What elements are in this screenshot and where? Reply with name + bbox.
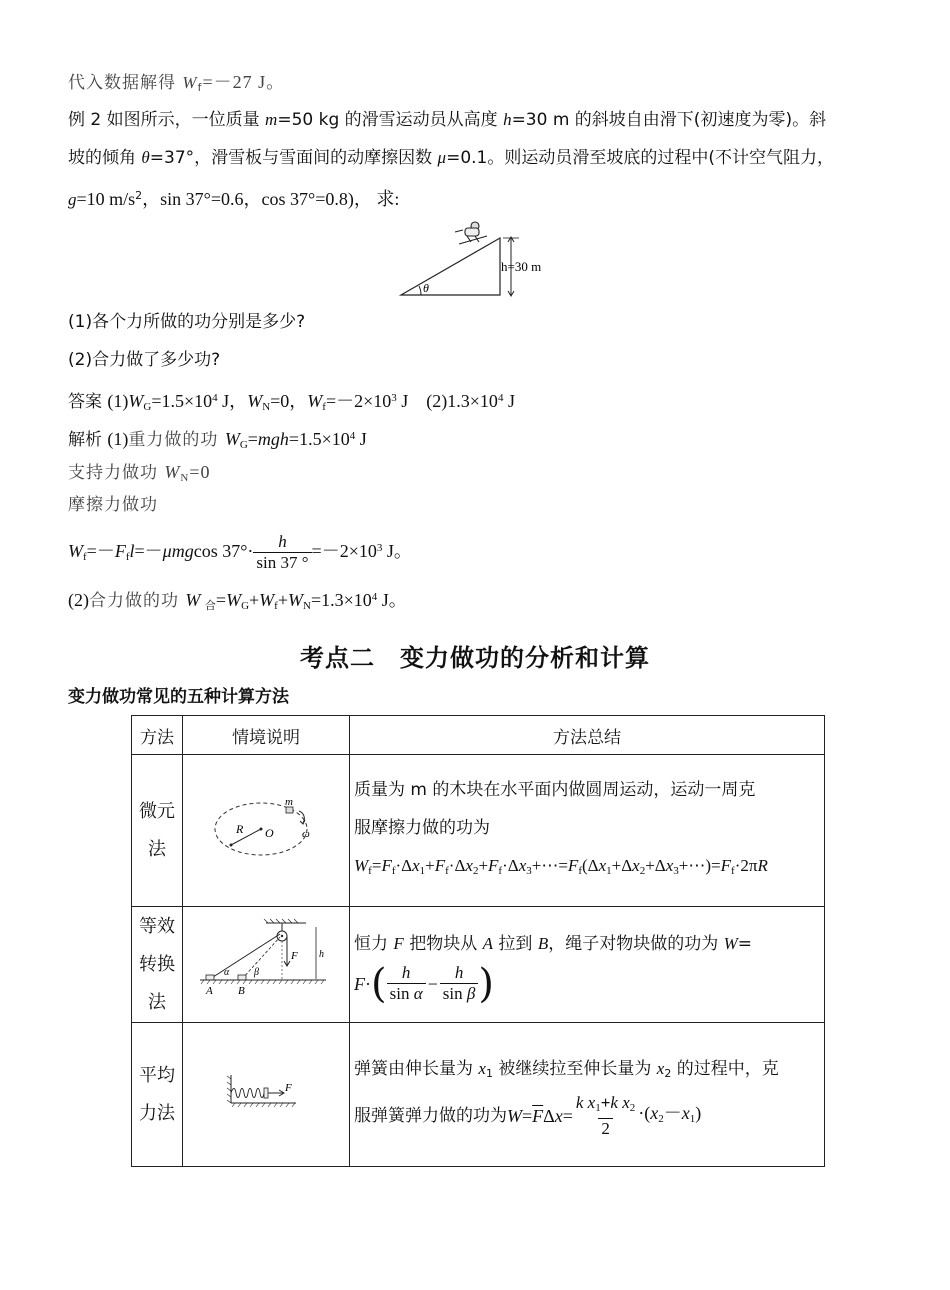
svg-text:h: h bbox=[319, 949, 324, 960]
example-line-1: 例 2 如图所示，一位质量 m=50 kg 的滑雪运动员从高度 h=30 m 的斜坡自由滑下(初速度为零)。斜 bbox=[68, 110, 827, 130]
situation-cell bbox=[183, 907, 350, 1023]
svg-text:m: m bbox=[285, 796, 293, 808]
table-title: 变力做功常见的五种计算方法 bbox=[68, 687, 289, 707]
header-method: 方法 bbox=[132, 716, 183, 755]
method-cell: 微元 法 bbox=[132, 755, 183, 907]
header-summary: 方法总结 bbox=[350, 716, 825, 755]
spring-figure bbox=[221, 1067, 311, 1117]
example-line-2: 坡的倾角 θ=37°，滑雪板与雪面间的动摩擦因数 μ=0.1。则运动员滑至坡底的过程中(不计空气阻力， bbox=[68, 148, 835, 168]
analysis-line: 解析 (1)重力做的功 $W_G=mgh=1.5\times 10^4$ J bbox=[68, 429, 367, 451]
friction-work-line: 摩擦力做功 bbox=[68, 495, 158, 515]
answer-line: 答案 $(1)W_G=1.5\times 10^4$ J，$W_N=0$，$W_f=-2\times 10^3$ J $(2)1.3\times 10^4$ J bbox=[68, 391, 515, 413]
svg-text:F: F bbox=[285, 1082, 292, 1094]
svg-text:β: β bbox=[254, 967, 259, 978]
ski-slope-figure bbox=[395, 218, 565, 300]
svg-text:θ: θ bbox=[423, 281, 429, 295]
result-line: 代入数据解得 $W_f=-27$ J。 bbox=[68, 72, 286, 94]
svg-text:B: B bbox=[238, 985, 245, 997]
summary-cell: 质量为 m 的木块在水平面内做圆周运动，运动一周克 服摩擦力做的功为 $W_f=F_f\cdot\Delta x_1+F_f\cdot\Delta x_2+F_f\cdot\Delta x_3+\cdots=F_f(\Delta x_1+\Delta x_2+\Delta x_3+\cdots)=F_f\cdot 2\pi R$ bbox=[350, 755, 825, 907]
svg-text:R: R bbox=[236, 822, 244, 836]
svg-text:h=30 m: h=30 m bbox=[501, 259, 542, 274]
method-cell: 平均 力法 bbox=[132, 1023, 183, 1167]
example-line-3: g=10 $m/s^2$，sin 37°=0.6，cos 37°=0.8)， 求: bbox=[68, 189, 400, 209]
table-row bbox=[132, 755, 825, 907]
total-work-line: (2)合力做的功 W $_合=W_G+W_f+W_N=1.3\times 10^4$ J。 bbox=[68, 590, 407, 612]
situation-cell bbox=[183, 755, 350, 907]
header-situation: 情境说明 bbox=[183, 716, 350, 755]
support-work-line: 支持力做功 $W_N=0$ bbox=[68, 462, 211, 484]
pulley-figure bbox=[196, 917, 336, 1007]
svg-text:A: A bbox=[206, 985, 213, 997]
question-1: (1)各个力所做的功分别是多少? bbox=[68, 312, 306, 332]
svg-text:α: α bbox=[224, 967, 230, 978]
skier-icon bbox=[455, 222, 487, 244]
svg-text:ω: ω bbox=[302, 828, 310, 840]
table-header-row bbox=[132, 716, 825, 755]
method-cell: 等效 转换 法 bbox=[132, 907, 183, 1023]
friction-formula: $W_f=-F_fl=-\mu mgcos$ 37°· $\frac{h}{\sin 37 ^\circ}$ $=-2\times 10^3$ J。 bbox=[68, 532, 412, 573]
svg-text:O: O bbox=[265, 826, 274, 840]
section-heading: 考点二 变力做功的分析和计算 bbox=[300, 644, 650, 672]
methods-table bbox=[131, 715, 825, 1167]
circular-motion-figure bbox=[211, 783, 321, 873]
question-2: (2)合力做了多少功? bbox=[68, 350, 221, 370]
svg-text:F: F bbox=[291, 950, 298, 962]
summary-cell: 恒力 F 把物块从 A 拉到 B，绳子对物块做的功为 W= F · ( $\frac{h}{\text{sin α}}$ − $\frac{h}{\text{sin β}}$ ) bbox=[350, 907, 825, 1023]
table-row bbox=[132, 907, 825, 1023]
situation-cell bbox=[183, 1023, 350, 1167]
summary-cell: 弹簧由伸长量为 $x_1$ 被继续拉至伸长量为 $x_2$ 的过程中，克 服弹簧弹力做的功为 $W=\overline{F}\Delta x=$ $\frac{k x_1+k x_2}{2}$ $\cdot(x_2-x_1)$ bbox=[350, 1023, 825, 1167]
table-row bbox=[132, 1023, 825, 1167]
